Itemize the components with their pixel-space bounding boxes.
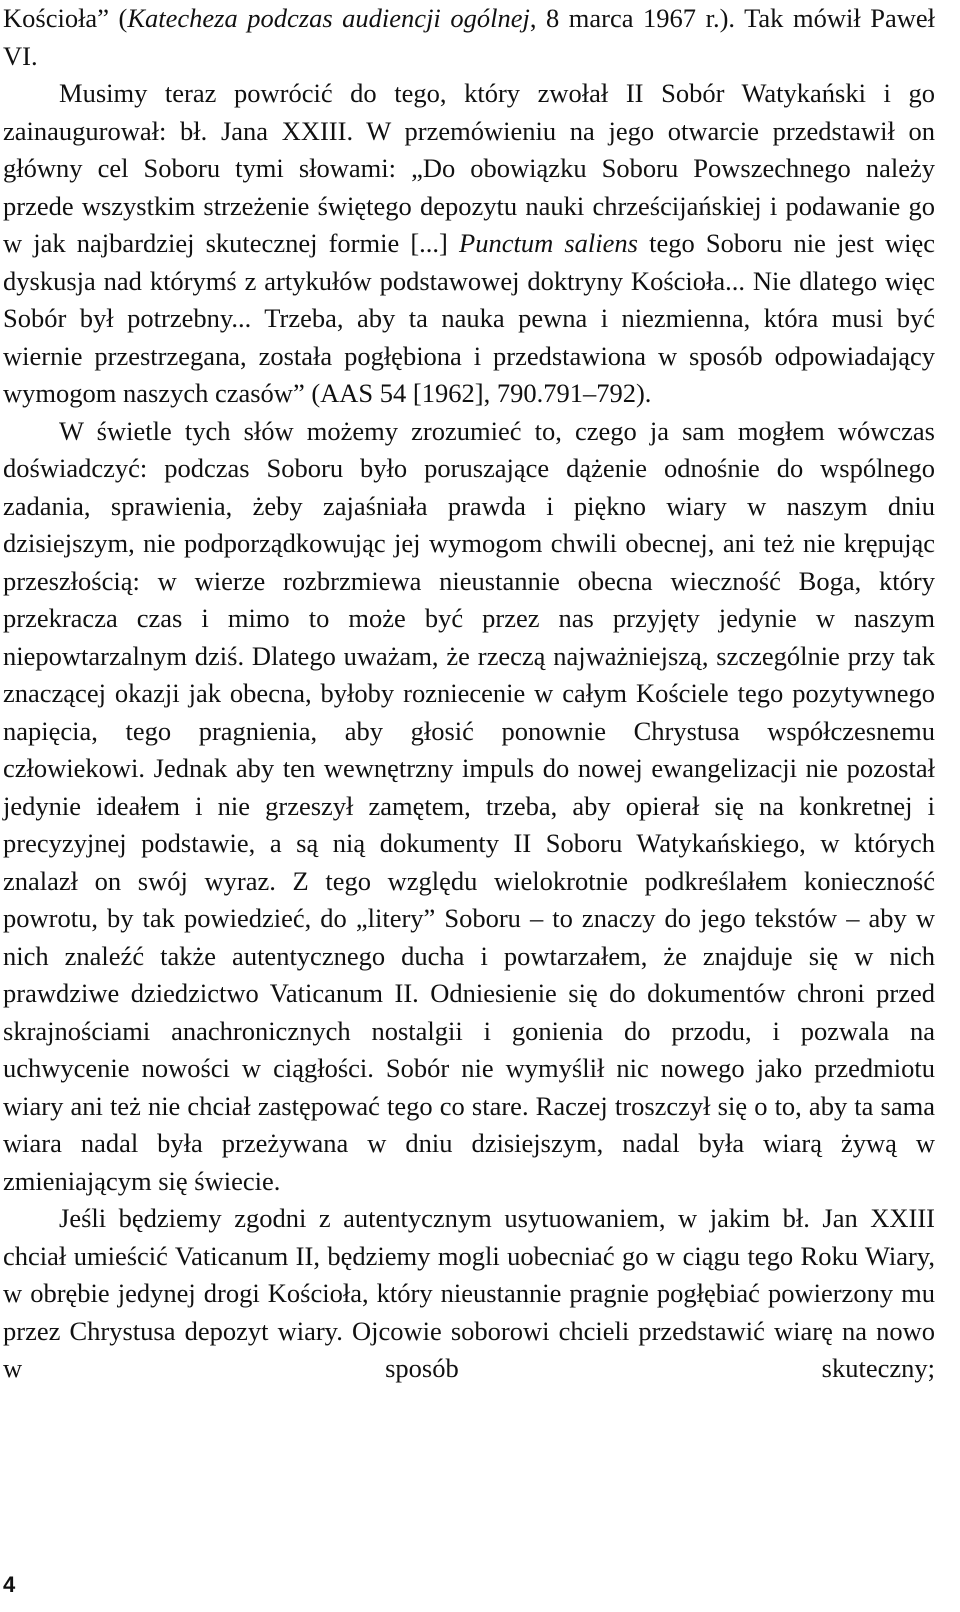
paragraph-text: Kościoła” (: [3, 3, 128, 33]
italic-title: Katecheza podczas audiencji ogólnej: [127, 3, 530, 33]
paragraph-continued: [3, 0, 935, 75]
paragraph-text: Musimy teraz powrócić do tego, który zwołał II Sobór Watykański i go zainaugurował: bł. Jana XXIII. W przemówieniu na jego otwarcie przedstawił on główny cel Soboru tymi słowami: „Do obowiązku Soboru Powszechnego należy przede wszystkim strzeżenie świętego depozytu nauki chrześcijańskiej i podawanie go w jak najbardziej skutecznej formie [...]: [3, 78, 935, 258]
paragraph-quote: [3, 75, 935, 413]
paragraph-text: , 8 marca 1967 r.). Tak mówił Paweł VI.: [3, 3, 935, 71]
italic-phrase: Punctum saliens: [459, 228, 638, 258]
paragraph-main: W świetle tych słów możemy zrozumieć to, czego ja sam mogłem wówczas doświadczyć: podczas Soboru było poruszające dążenie odnośnie do wspólnego zadania, sprawienia, żeby zajaśniała prawda i piękno wiary w naszym dniu dzisiejszym, nie podporządkowując jej wymogom chwili obecnej, ani też nie krępując przeszłością: w wierze rozbrzmiewa nieustannie obecna wieczność Boga, który przekracza czas i mimo to może być przez nas przyjęty jedynie w naszym niepowtarzalnym dziś. Dlatego uważam, że rzeczą najważniejszą, szczególnie przy tak znaczącej okazji jak obecna, byłoby rozniecenie w całym Kościele tego pozytywnego napięcia, tego pragnienia, aby głosić ponownie Chrystusa współczesnemu człowiekowi. Jednak aby ten wewnętrzny impuls do nowej ewangelizacji nie pozostał jedynie ideałem i nie grzeszył zamętem, trzeba, aby opierał się na konkretnej i precyzyjnej podstawie, a są nią dokumenty II Soboru Watykańskiego, w których znalazł on swój wyraz. Z tego względu wielokrotnie podkreślałem konieczność powrotu, by tak powiedzieć, do „litery” Soboru – to znaczy do jego tekstów – aby w nich znaleźć także autentycznego ducha i powtarzałem, że znajduje się w nich prawdziwe dziedzictwo Vaticanum II. Odniesienie się do dokumentów chroni przed skrajnościami anachronicznych nostalgii i gonienia do przodu, i pozwala na uchwycenie nowości w ciągłości. Sobór nie wymyślił nic nowego jako przedmiotu wiary ani też nie chciał zastępować tego co stare. Raczej troszczył się o to, aby ta sama wiara nadal była przeżywana w dniu dzisiejszym, nadal była wiarą żywą w zmieniającym się świecie.: [3, 415, 935, 1196]
body-text: [3, 0, 935, 1388]
page-number: 4: [3, 1572, 16, 1597]
paragraph-final: Jeśli będziemy zgodni z autentycznym usytuowaniem, w jakim bł. Jan XXIII chciał umieścić Vaticanum II, będziemy mogli uobecniać go w ciągu tego Roku Wiary, w obrębie jedynej drogi Kościoła, który nieustannie pragnie pogłębiać powierzony mu przez Chrystusa depozyt wiary. Ojcowie soborowi chcieli przedstawić wiarę na nowo w sposób skuteczny;: [3, 1203, 935, 1383]
paragraph-text: tego Soboru nie jest więc dyskusja nad którymś z artykułów podstawowej doktryny Kościoła... Nie dlatego więc Sobór był potrzebny... Trzeba, aby ta nauka pewna i niezmienna, która musi być wiernie przestrzegana, została pogłębiona i przedstawiona w sposób odpowiadający wymogom naszych czasów” (AAS 54 [1962], 790.791–792).: [3, 228, 936, 408]
